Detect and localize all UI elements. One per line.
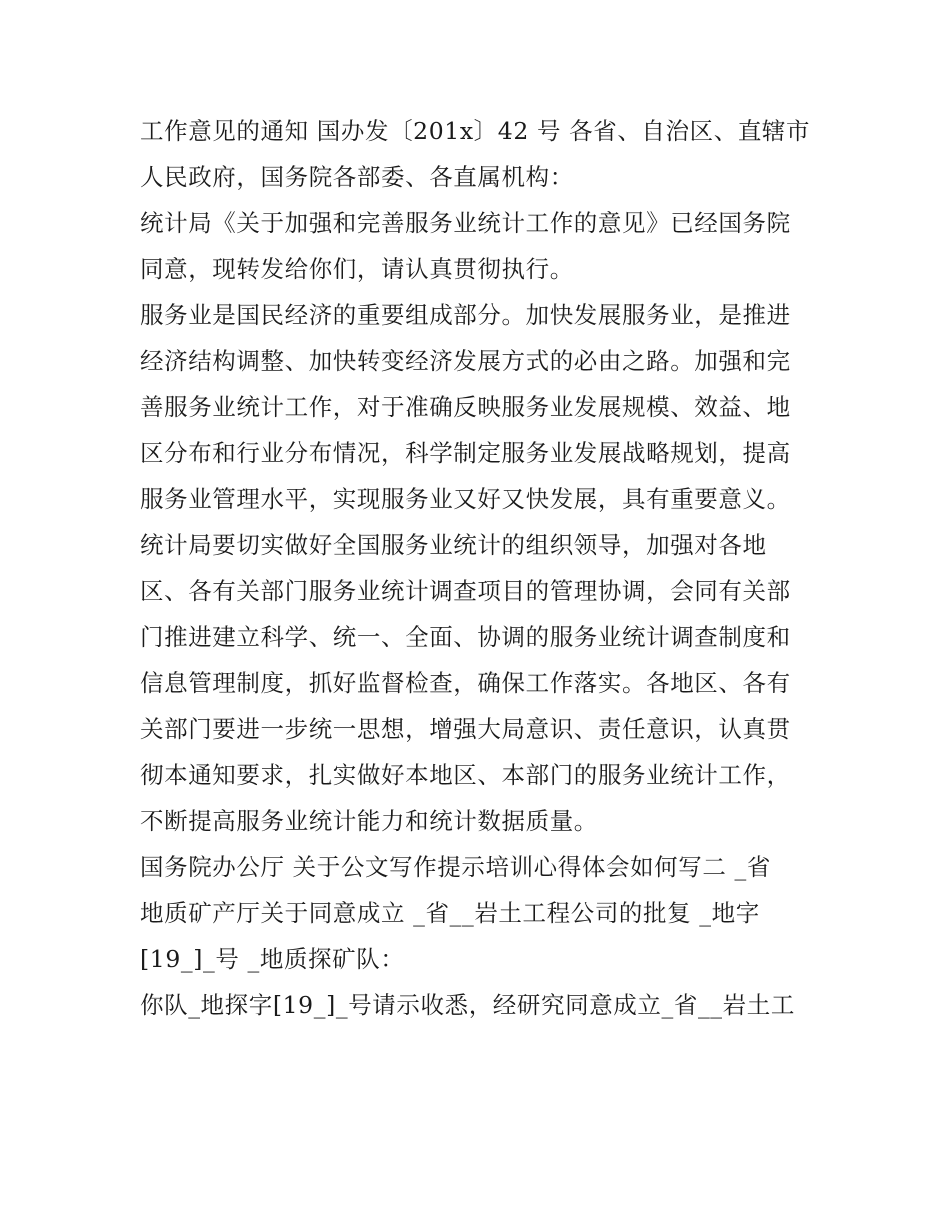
text-line: 区、各有关部门服务业统计调查项目的管理协调，会同有关部 — [140, 577, 791, 605]
text-line: 统计局《关于加强和完善服务业统计工作的意见》已经国务院 — [140, 209, 791, 237]
text-line: 你队_地探字[19_]_号请示收悉，经研究同意成立_省__岩土工 — [140, 991, 795, 1019]
text-line: [19_]_号 _地质探矿队： — [140, 945, 405, 973]
text-line: 服务业管理水平，实现服务业又好又快发展，具有重要意义。 — [140, 485, 791, 513]
text-line: 门推进建立科学、统一、全面、协调的服务业统计调查制度和 — [140, 623, 791, 651]
text-line: 服务业是国民经济的重要组成部分。加快发展服务业，是推进 — [140, 301, 791, 329]
text-line: 经济结构调整、加快转变经济发展方式的必由之路。加强和完 — [140, 347, 791, 375]
text-line: 国务院办公厅 关于公文写作提示培训心得体会如何写二 _省 — [140, 853, 771, 881]
text-line: 区分布和行业分布情况，科学制定服务业发展战略规划，提高 — [140, 439, 791, 467]
text-line: 善服务业统计工作，对于准确反映服务业发展规模、效益、地 — [140, 393, 791, 421]
text-line: 同意，现转发给你们，请认真贯彻执行。 — [140, 255, 574, 283]
text-line: 统计局要切实做好全国服务业统计的组织领导，加强对各地 — [140, 531, 767, 559]
text-line: 不断提高服务业统计能力和统计数据质量。 — [140, 807, 598, 835]
text-line: 人民政府，国务院各部委、各直属机构： — [140, 163, 574, 191]
text-line: 彻本通知要求，扎实做好本地区、本部门的服务业统计工作， — [140, 761, 791, 789]
text-line: 信息管理制度，抓好监督检查，确保工作落实。各地区、各有 — [140, 669, 791, 697]
document-body — [140, 108, 820, 1028]
text-line: 关部门要进一步统一思想，增强大局意识、责任意识，认真贯 — [140, 715, 791, 743]
text-line: 工作意见的通知 国办发〔201x〕42 号 各省、自治区、直辖市 — [140, 117, 811, 145]
text-line: 地质矿产厅关于同意成立 _省__岩土工程公司的批复 _地字 — [140, 899, 760, 927]
